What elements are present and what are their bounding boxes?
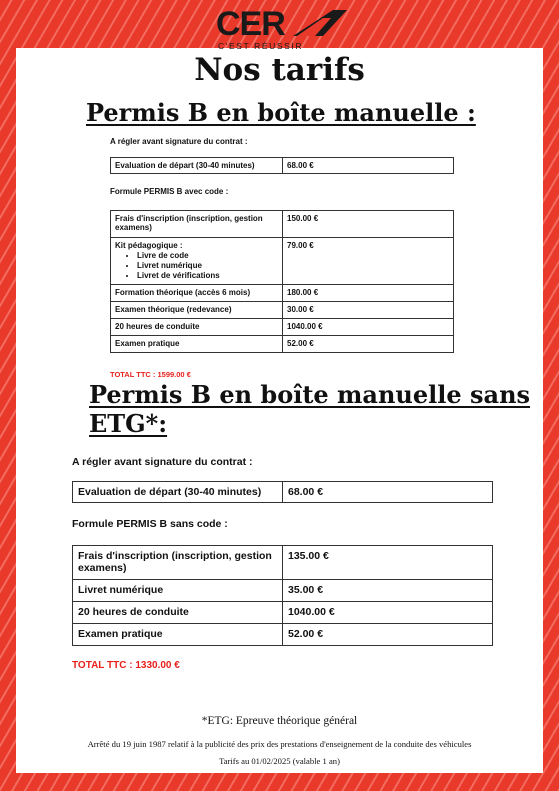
item-cell: Examen pratique (73, 624, 283, 646)
table-row (111, 238, 454, 285)
price-cell: 1040.00 € (283, 602, 493, 624)
table-row (111, 285, 454, 302)
section2-price-table (72, 545, 493, 646)
list-item: • Livret numérique (137, 261, 278, 271)
price-cell: 135.00 € (283, 546, 493, 580)
price-cell: 79.00 € (283, 238, 454, 285)
section1-pre-label: A régler avant signature du contrat : (110, 137, 248, 146)
brand-logo (0, 4, 559, 50)
section1-price-table (110, 210, 454, 353)
footer-note: *ETG: Epreuve théorique général (201, 715, 358, 727)
table-row (111, 319, 454, 336)
list-item: • Livret de vérifications (137, 271, 278, 281)
section1-heading: Permis B en boîte manuelle : (86, 98, 476, 127)
price-cell: 1040.00 € (283, 319, 454, 336)
brand-tagline: C'EST RÉUSSIR (218, 41, 304, 51)
item-cell: Evaluation de départ (30-40 minutes) (111, 158, 283, 174)
section2-heading-line2: ETG*: (89, 409, 168, 438)
item-cell: Frais d'inscription (inscription, gestion examens) (111, 211, 283, 238)
table-row (73, 602, 493, 624)
item-cell: Evaluation de départ (30-40 minutes) (73, 482, 283, 503)
price-cell: 52.00 € (283, 336, 454, 353)
table-row (73, 546, 493, 580)
section2-pre-label: A régler avant signature du contrat : (72, 456, 253, 468)
table-row (111, 158, 454, 174)
item-cell: Formation théorique (accès 6 mois) (111, 285, 283, 302)
section2-heading-line1: Permis B en boîte manuelle sans (89, 380, 531, 409)
table-row (111, 336, 454, 353)
section2-total: TOTAL TTC : 1330.00 € (72, 660, 180, 671)
list-item: • Livre de code (137, 251, 278, 261)
item-cell: Livret numérique (73, 580, 283, 602)
price-cell: 150.00 € (283, 211, 454, 238)
item-cell: Frais d'inscription (inscription, gestion examens) (73, 546, 283, 580)
price-cell: 35.00 € (283, 580, 493, 602)
footer-validity: Tarifs au 01/02/2025 (valable 1 an) (219, 756, 340, 766)
table-row (73, 624, 493, 646)
price-cell: 68.00 € (283, 482, 493, 503)
table-row (73, 482, 493, 503)
table-row (111, 211, 454, 238)
kit-list (115, 251, 278, 281)
table-row (73, 580, 493, 602)
brand-swoosh-icon (293, 10, 347, 36)
price-cell: 180.00 € (283, 285, 454, 302)
price-cell: 52.00 € (283, 624, 493, 646)
item-cell (111, 238, 283, 285)
item-cell: 20 heures de conduite (111, 319, 283, 336)
price-cell: 30.00 € (283, 302, 454, 319)
item-cell: 20 heures de conduite (73, 602, 283, 624)
section2-pre-table (72, 481, 493, 503)
price-cell: 68.00 € (283, 158, 454, 174)
section2-formula-label: Formule PERMIS B sans code : (72, 518, 228, 530)
kit-label: Kit pédagogique : (115, 241, 183, 250)
page-title: Nos tarifs (194, 52, 365, 88)
footer-legal: Arrêté du 19 juin 1987 relatif à la publicité des prix des prestations d'enseignement de la conduite des véhicules (87, 739, 472, 749)
item-cell: Examen théorique (redevance) (111, 302, 283, 319)
table-row (111, 302, 454, 319)
item-cell: Examen pratique (111, 336, 283, 353)
section1-pre-table (110, 157, 454, 174)
section1-formula-label: Formule PERMIS B avec code : (110, 187, 229, 196)
section1-total: TOTAL TTC : 1599.00 € (110, 370, 191, 379)
brand-name: CER (216, 5, 285, 43)
